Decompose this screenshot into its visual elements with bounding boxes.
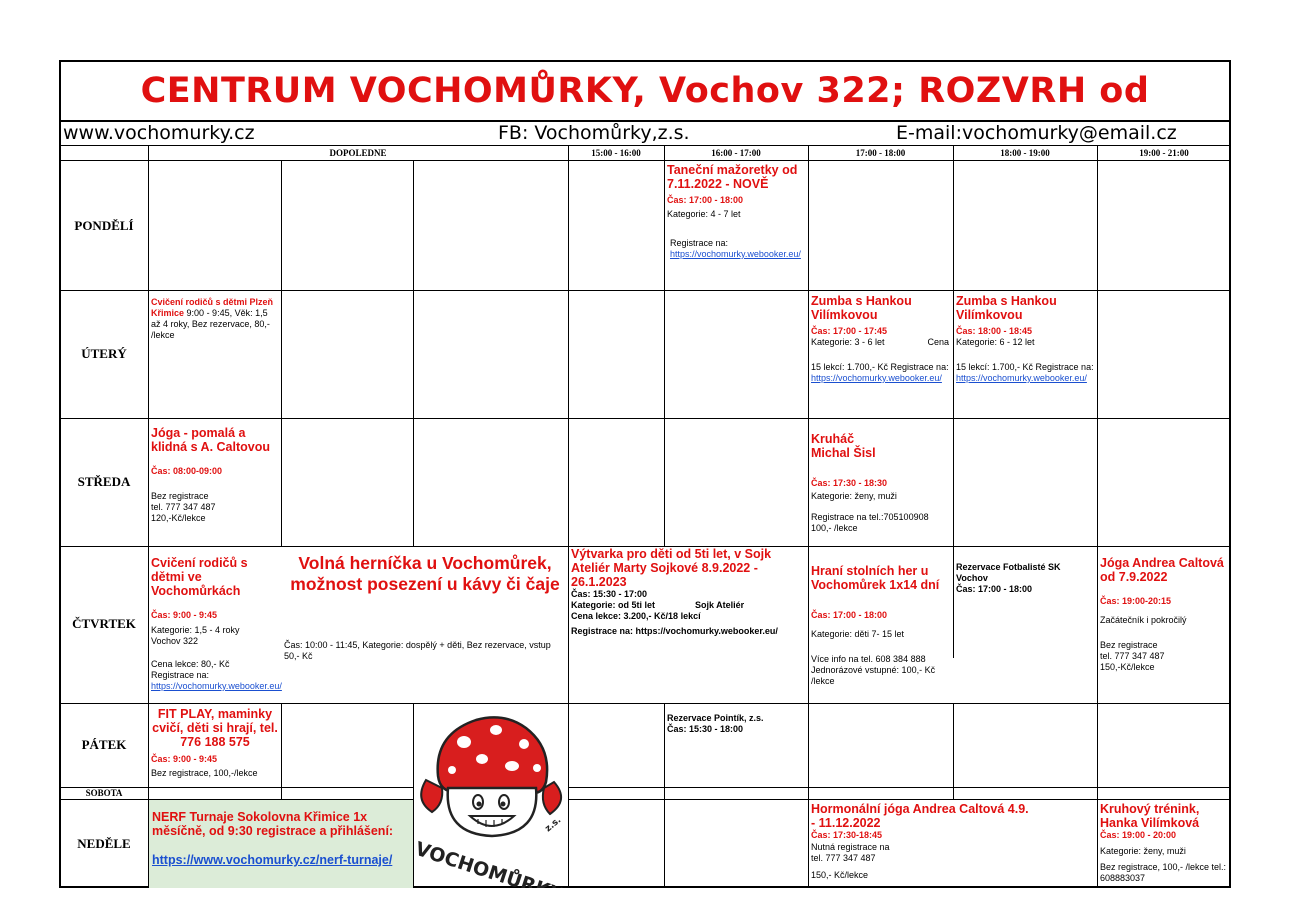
zumba-1-price-label: 15 lekcí: 1.700,- Kč Registrace na: <box>811 362 949 372</box>
zumba-1-title: Zumba s Hankou Vilímkovou <box>811 294 912 322</box>
vytvarka-cell <box>571 547 807 637</box>
col-header-17-18: 17:00 - 18:00 <box>855 148 906 158</box>
vytvarka-category-row <box>571 600 807 611</box>
fitplay-time: Čas: 9:00 - 9:45 <box>151 754 218 764</box>
joga-streda-info1: Bez registrace <box>151 491 209 501</box>
cviceni-krimice-title: Cvičení rodičů s dětmi Plzeň Křimice <box>151 297 274 318</box>
kruhac-cell <box>811 432 951 534</box>
fitplay-title: FIT PLAY, maminky cvičí, děti si hrají, tel. 776 188 575 <box>152 707 278 749</box>
divider <box>59 160 1231 161</box>
divider <box>59 290 1231 291</box>
mazoretky-cell <box>667 163 807 260</box>
kruhovy-trenink-info: Bez registrace, 100,- /lekce tel.: 608883037 <box>1100 862 1227 883</box>
vytvarka-registration: Registrace na: https://vochomurky.webooker.eu/ <box>571 626 778 636</box>
hernicka-cell <box>284 553 566 662</box>
fotbal-time: Čas: 17:00 - 18:00 <box>956 584 1033 594</box>
zumba-1-price <box>811 362 951 384</box>
col-header-15-16: 15:00 - 16:00 <box>591 148 641 158</box>
hormonalni-joga-cell <box>811 802 1031 881</box>
divider <box>953 145 954 658</box>
day-patek: PÁTEK <box>81 737 127 752</box>
cviceni-vochomurky-reg-link[interactable]: https://vochomurky.webooker.eu/ <box>151 681 282 691</box>
joga-ctvrtek-level: Začátečník i pokročilý <box>1100 615 1187 625</box>
hrani-cell <box>811 564 951 687</box>
divider <box>568 799 1231 800</box>
hormonalni-joga-price: 150,- Kč/lekce <box>811 870 869 880</box>
joga-streda-time: Čas: 08:00-09:00 <box>151 466 223 476</box>
zumba-1-category: Kategorie: 3 - 6 let <box>811 337 885 347</box>
zumba-1-category-row <box>811 337 951 348</box>
pointik-title: Rezervace Pointík, z.s. <box>667 713 764 723</box>
divider <box>148 145 149 888</box>
mazoretky-time: Čas: 17:00 - 18:00 <box>667 195 744 205</box>
divider <box>413 160 414 546</box>
facebook-text: FB: Vochomůrky,z.s. <box>498 122 690 144</box>
zumba-1-reg-link[interactable]: https://vochomurky.webooker.eu/ <box>811 373 942 383</box>
hrani-title: Hraní stolních her u Vochomůrek 1x14 dní <box>811 564 940 592</box>
joga-ctvrtek-info2: tel. 777 347 487 <box>1100 651 1165 661</box>
mazoretky-category: Kategorie: 4 - 7 let <box>667 209 741 219</box>
kruhovy-trenink-time: Čas: 19:00 - 20:00 <box>1100 830 1177 840</box>
website-text: www.vochomurky.cz <box>63 122 255 144</box>
vytvarka-title: Výtvarka pro děti od 5ti let, v Sojk Ateliér Marty Sojkové 8.9.2022 - 26.1.2023 <box>571 547 772 589</box>
logo-text: VOCHOMŮRKY <box>412 837 566 888</box>
logo-suffix: z.s. <box>543 815 564 835</box>
zumba-2-cell <box>956 294 1096 384</box>
cviceni-vochomurky-price: Cena lekce: 80,- Kč <box>151 659 230 669</box>
mazoretky-title: Taneční mažoretky od 7.11.2022 - NOVĚ <box>667 163 798 191</box>
vytvarka-time: Čas: 15:30 - 17:00 <box>571 589 648 599</box>
cviceni-vochomurky-cell <box>151 556 282 692</box>
zumba-2-price-label: 15 lekcí: 1.700,- Kč Registrace na: <box>956 362 1094 372</box>
joga-streda-title: Jóga - pomalá a klidná s A. Caltovou <box>151 426 271 454</box>
col-header-18-19: 18:00 - 19:00 <box>1000 148 1050 158</box>
mazoretky-reg-label: Registrace na: <box>670 238 729 248</box>
cviceni-vochomurky-time: Čas: 9:00 - 9:45 <box>151 610 218 620</box>
day-pondeli: PONDĚLÍ <box>74 218 134 233</box>
zumba-1-cell <box>811 294 951 384</box>
joga-streda-info3: 120,-Kč/lekce <box>151 513 206 523</box>
vytvarka-place: Sojk Ateliér <box>695 600 745 610</box>
page-title: CENTRUM VOCHOMŮRKY, Vochov 322; ROZVRH od <box>140 71 1150 111</box>
nerf-content <box>152 810 410 867</box>
col-header-16-17: 16:00 - 17:00 <box>711 148 761 158</box>
email-text: E-mail:vochomurky@email.cz <box>896 122 1177 144</box>
hrani-time: Čas: 17:00 - 18:00 <box>811 610 888 620</box>
kruhac-registration: Registrace na tel.:705100908 <box>811 512 929 522</box>
day-streda: STŘEDA <box>77 474 131 489</box>
hernicka-title: Volná herníčka u Vochomůrek, možnost posezení u kávy či čaje <box>290 553 560 594</box>
day-nedele: NEDĚLE <box>77 836 131 851</box>
hormonalni-joga-time: Čas: 17:30-18:45 <box>811 830 883 840</box>
kruhac-category: Kategorie: ženy, muži <box>811 491 897 501</box>
joga-ctvrtek-cell <box>1100 556 1230 673</box>
zumba-2-time: Čas: 18:00 - 18:45 <box>956 326 1033 336</box>
vytvarka-price: Cena lekce: 3.200,- Kč/18 lekcí <box>571 611 701 621</box>
cviceni-vochomurky-place: Vochov 322 <box>151 636 199 646</box>
col-header-19-21: 19:00 - 21:00 <box>1139 148 1189 158</box>
divider <box>59 703 1231 704</box>
joga-streda-info2: tel. 777 347 487 <box>151 502 216 512</box>
joga-ctvrtek-info3: 150,-Kč/lekce <box>1100 662 1155 672</box>
hrani-category: Kategorie: děti 7- 15 let <box>811 629 905 639</box>
day-ctvrtek: ČTVRTEK <box>72 616 136 631</box>
divider <box>808 145 809 888</box>
kruhac-time: Čas: 17:30 - 18:30 <box>811 478 888 488</box>
cviceni-vochomurky-category: Kategorie: 1,5 - 4 roky <box>151 625 240 635</box>
col-header-dopoledne: DOPOLEDNE <box>329 148 387 158</box>
joga-streda-cell <box>151 426 279 524</box>
kruhac-title: Kruháč <box>811 432 855 446</box>
cviceni-vochomurky-registration <box>151 670 282 692</box>
joga-ctvrtek-info1: Bez registrace <box>1100 640 1158 650</box>
divider <box>59 145 1231 146</box>
zumba-2-price <box>956 362 1096 384</box>
mazoretky-reg-link[interactable]: https://vochomurky.webooker.eu/ <box>670 249 801 259</box>
kruhovy-trenink-title: Kruhový trénink, Hanka Vilímková <box>1100 802 1200 830</box>
pointik-cell <box>667 713 807 735</box>
hormonalni-joga-title: Hormonální jóga Andrea Caltová 4.9. - 11.12.2022 <box>811 802 1029 830</box>
fotbal-title: Rezervace Fotbalisté SK Vochov <box>956 562 1061 583</box>
kruhac-trainer: Michal Šisl <box>811 446 876 460</box>
divider <box>59 418 1231 419</box>
divider <box>1097 145 1098 888</box>
kruhovy-trenink-cell <box>1100 802 1230 884</box>
mushroom-logo-icon <box>404 704 584 888</box>
day-sobota: SOBOTA <box>85 788 123 798</box>
pointik-time: Čas: 15:30 - 18:00 <box>667 724 744 734</box>
cviceni-vochomurky-reg-label: Registrace na: <box>151 670 210 680</box>
hernicka-info: Čas: 10:00 - 11:45, Kategorie: dospělý + děti, Bez rezervace, vstup 50,- Kč <box>284 640 551 661</box>
nerf-title: NERF Turnaje Sokolovna Křimice 1x měsíčně, od 9:30 registrace a přihlášení: <box>152 810 394 838</box>
zumba-2-reg-link[interactable]: https://vochomurky.webooker.eu/ <box>956 373 1087 383</box>
fotbal-cell <box>956 562 1086 595</box>
divider <box>281 703 282 799</box>
cviceni-krimice-info: 9:00 - 9:45, Věk: 1,5 až 4 roky, Bez rezervace, 80,- /lekce <box>151 308 270 340</box>
vochomurky-logo <box>404 704 584 888</box>
day-utery: ÚTERÝ <box>81 346 127 361</box>
divider <box>953 703 954 799</box>
zumba-2-title: Zumba s Hankou Vilímkovou <box>956 294 1057 322</box>
kruhovy-trenink-category: Kategorie: ženy, muži <box>1100 846 1186 856</box>
divider <box>568 787 1231 788</box>
fitplay-info: Bez registrace, 100,-/lekce <box>151 768 258 778</box>
joga-ctvrtek-time: Čas: 19:00-20:15 <box>1100 596 1172 606</box>
divider <box>281 160 282 546</box>
hormonalni-joga-registration: Nutná registrace na <box>811 842 890 852</box>
zumba-2-category: Kategorie: 6 - 12 let <box>956 337 1035 347</box>
cviceni-krimice-cell <box>151 297 279 341</box>
kruhac-price: 100,- /lekce <box>811 523 858 533</box>
fitplay-cell <box>151 707 279 779</box>
divider <box>664 703 665 888</box>
hormonalni-joga-tel: tel. 777 347 487 <box>811 853 876 863</box>
vytvarka-category: Kategorie: od 5ti let <box>571 600 656 610</box>
joga-ctvrtek-title: Jóga Andrea Caltová od 7.9.2022 <box>1100 556 1224 584</box>
zumba-1-cena: Cena <box>927 337 949 347</box>
hrani-info2: Jednorázové vstupné: 100,- Kč /lekce <box>811 665 936 686</box>
hrani-info1: Více info na tel. 608 384 888 <box>811 654 926 664</box>
nerf-link[interactable]: https://www.vochomurky.cz/nerf-turnaje/ <box>152 853 393 867</box>
cviceni-vochomurky-title: Cvičení rodičů s dětmi ve Vochomůrkách <box>151 556 248 598</box>
mazoretky-registration <box>667 238 807 260</box>
divider <box>664 145 665 546</box>
zumba-1-time: Čas: 17:00 - 17:45 <box>811 326 888 336</box>
